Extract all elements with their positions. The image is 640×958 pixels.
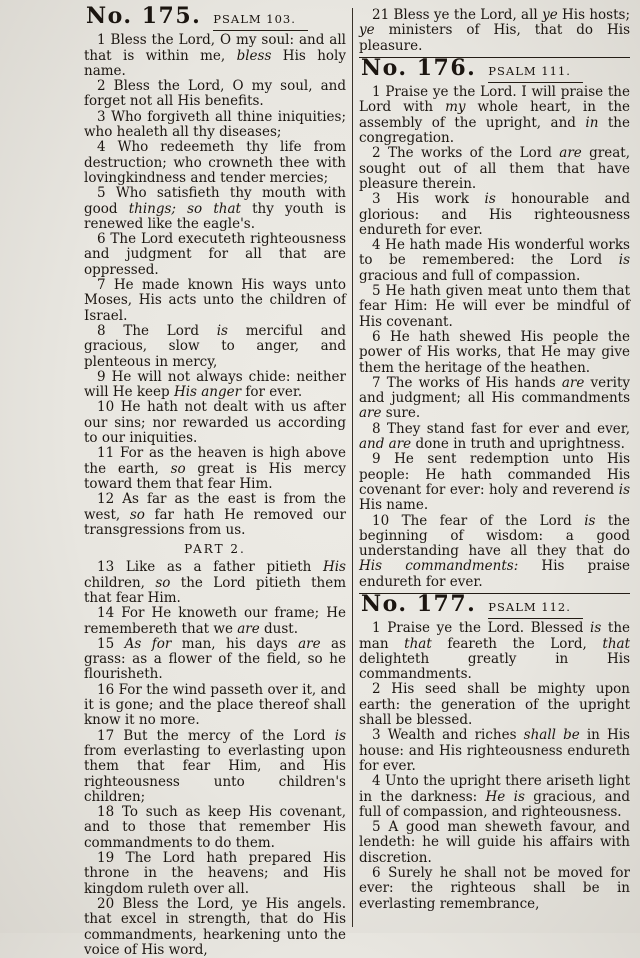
- psalm-label: PSALM 103.: [213, 12, 308, 31]
- verse: 6 He hath shewed His people the power of His works, that He may give them the heritage of the heathen.: [359, 328, 630, 376]
- hymn-heading: [84, 3, 346, 33]
- verse: 14 For He knoweth our frame; He remembereth that we are dust.: [84, 605, 346, 637]
- hymn-heading: [359, 590, 630, 621]
- verse: 12 As far as the east is from the west, so far hath He removed our transgressions from us.: [84, 491, 346, 538]
- verse: 10 He hath not dealt with us after our sins; nor rewarded us according to our iniquities.: [84, 399, 346, 447]
- verse: 5 Who satisfieth thy mouth with good things; so that thy youth is renewed like the eagle's.: [84, 185, 346, 232]
- verse: 18 To such as keep His covenant, and to those that remember His commandments to do them.: [84, 804, 346, 851]
- psalm-label: PSALM 112.: [488, 600, 583, 619]
- verse: 3 Wealth and riches shall be in His house: and His righteousness endureth for ever.: [359, 727, 630, 774]
- verse: 9 He sent redemption unto His people: He hath commanded His covenant for ever: holy and reverend is His name.: [359, 451, 630, 514]
- verse: 4 Who redeemeth thy life from destruction; who crowneth thee with lovingkindness and tender mercies;: [84, 139, 346, 186]
- verse: 19 The Lord hath prepared His throne in the heavens; and His kingdom ruleth over all.: [84, 850, 346, 897]
- verse: 20 Bless the Lord, ye His angels. that excel in strength, that do His commandments, hearkening unto the voice of His word,: [84, 895, 346, 958]
- verse: 17 But the mercy of the Lord is from everlasting to everlasting upon them that fear Him, and His righteousness unto children's children;: [84, 727, 346, 805]
- verse: 16 For the wind passeth over it, and it is gone; and the place thereof shall know it no more.: [84, 681, 346, 729]
- verse: 6 The Lord executeth righteousness and judgment for all that are oppressed.: [84, 231, 346, 278]
- right-column: [359, 8, 630, 927]
- verse: 2 The works of the Lord are great, sought out of all them that have pleasure therein.: [359, 145, 630, 192]
- verse: 3 His work is honourable and glorious: and His righteousness endureth for ever.: [359, 191, 630, 238]
- verse: 5 He hath given meat unto them that fear Him: He will ever be mindful of His covenant.: [359, 283, 630, 330]
- verse: 3 Who forgiveth all thine iniquities; who healeth all thy diseases;: [84, 108, 346, 141]
- verse: 6 Surely he shall not be moved for ever: the righteous shall be in everlasting remembrance,: [359, 865, 630, 912]
- verse: 1 Praise ye the Lord. Blessed is the man that feareth the Lord, that delighteth greatly in His commandments.: [359, 620, 631, 683]
- verse: 13 Like as a father pitieth His children, so the Lord pitieth them that fear Him.: [84, 559, 346, 606]
- verse: 8 They stand fast for ever and ever, and are done in truth and uprightness.: [359, 420, 630, 453]
- verse: 4 He hath made His wonderful works to be remembered: the Lord is gracious and full of compassion.: [359, 237, 630, 284]
- verse: 21 Bless ye the Lord, all ye His hosts; ye ministers of His, that do His pleasure.: [359, 7, 630, 54]
- hymn-number: No. 176.: [361, 54, 477, 81]
- verse: 2 Bless the Lord, O my soul, and forget not all His benefits.: [84, 78, 346, 110]
- verse: 9 He will not always chide: neither will He keep His anger for ever.: [84, 368, 346, 401]
- verse: 5 A good man sheweth favour, and lendeth: he will guide his affairs with discretion.: [359, 819, 630, 866]
- verse: 8 The Lord is merciful and gracious, slow to anger, and plenteous in mercy,: [84, 322, 346, 370]
- verse: 10 The fear of the Lord is the beginning of wisdom: a good understanding have all they that do His commandments: His praise endureth for ever.: [359, 512, 631, 590]
- hymn-number: No. 177.: [361, 590, 477, 617]
- psalm-label: PSALM 111.: [488, 64, 583, 83]
- verse: 1 Bless the Lord, O my soul: and all that is within me, bless His holy name.: [84, 32, 346, 79]
- verse: 4 Unto the upright there ariseth light in the darkness: He is gracious, and full of compassion, and righteousness.: [359, 773, 630, 820]
- verse: 15 As for man, his days are as grass: as a flower of the field, so he flourisheth.: [84, 635, 347, 683]
- verse: 1 Praise ye the Lord. I will praise the Lord with my whole heart, in the assembly of the upright, and in the congregation.: [359, 84, 631, 147]
- column-divider: [352, 8, 353, 927]
- hymn-heading: [359, 54, 630, 85]
- part-label: PART 2.: [184, 542, 246, 557]
- verse: 7 The works of His hands are verity and judgment; all His commandments are sure.: [359, 374, 630, 422]
- hymn-number: No. 175.: [86, 3, 202, 29]
- verse: 2 His seed shall be mighty upon earth: the generation of the upright shall be blessed.: [359, 681, 630, 729]
- verse: 11 For as the heaven is high above the earth, so great is His mercy toward them that fear Him.: [84, 445, 347, 492]
- verse: 7 He made known His ways unto Moses, His acts unto the children of Israel.: [84, 277, 346, 324]
- left-column: [84, 3, 347, 958]
